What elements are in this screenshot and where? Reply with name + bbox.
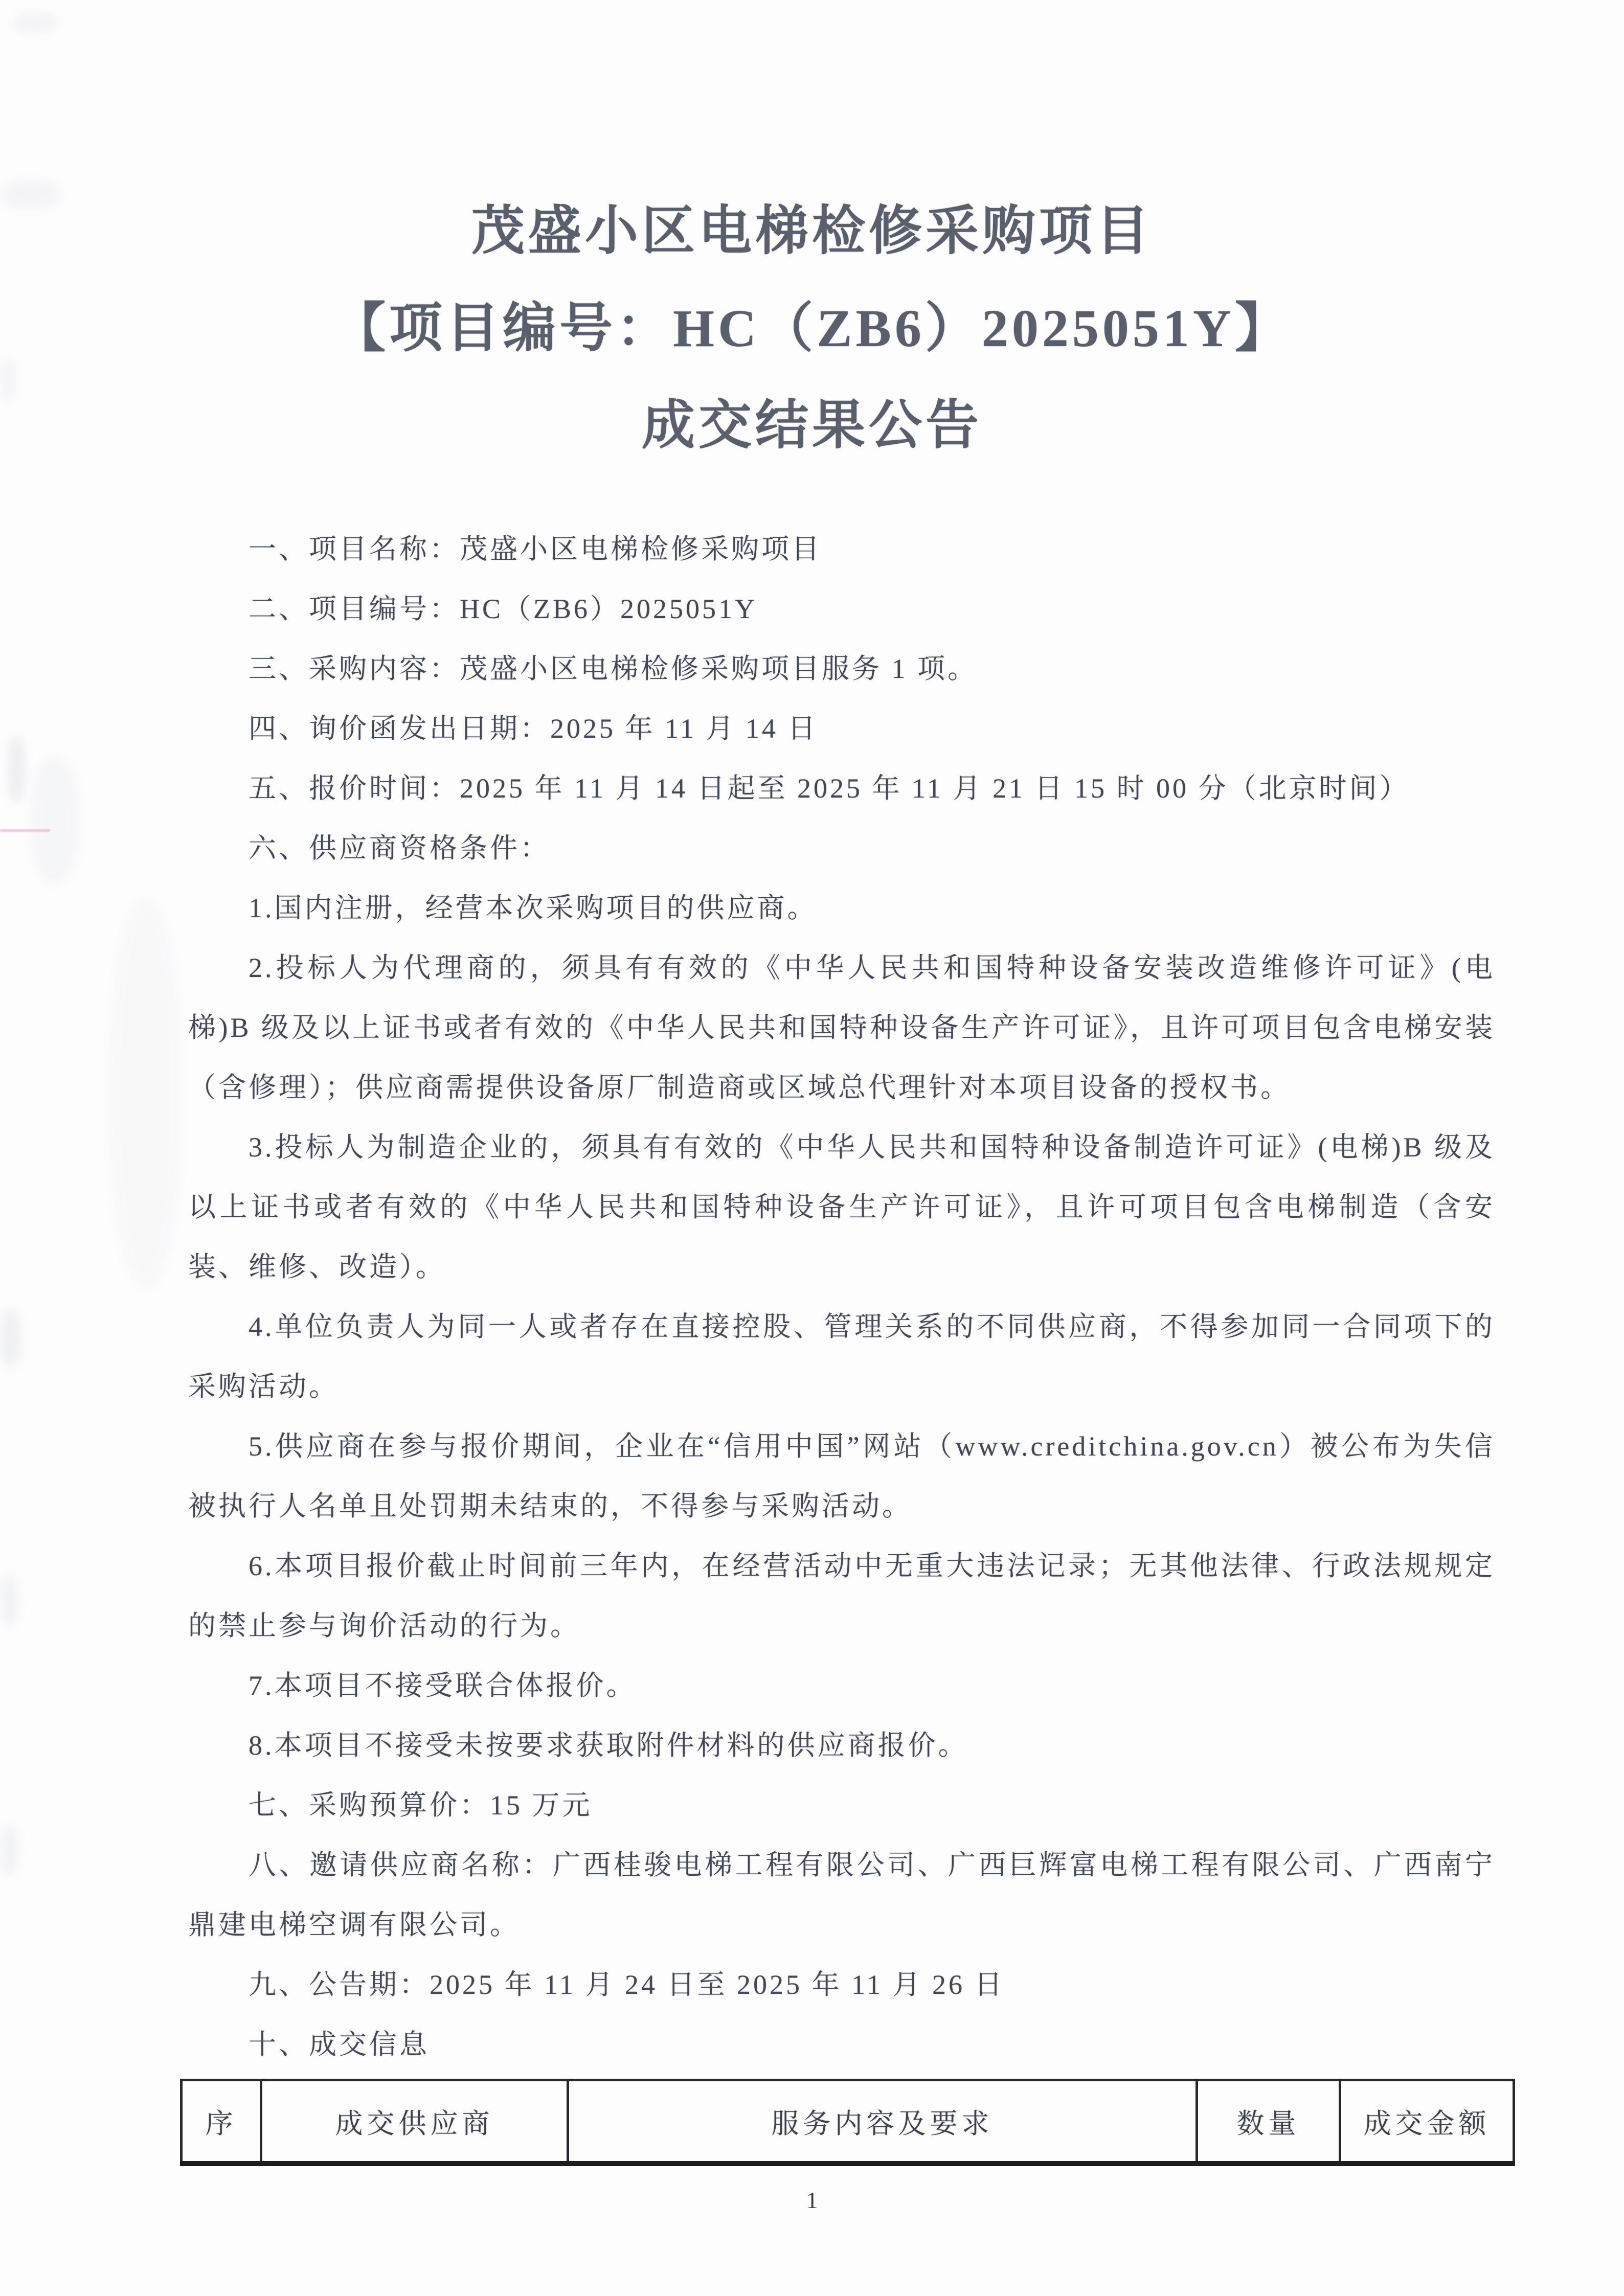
paragraph-procurement-content: 三、采购内容：茂盛小区电梯检修采购项目服务 1 项。 — [249, 653, 978, 684]
page-footer — [0, 2187, 1624, 2214]
scan-smudge — [7, 736, 26, 803]
scan-smudge — [0, 1575, 18, 1626]
paragraph-qualification-7: 7.本项目不接受联合体报价。 — [249, 1670, 637, 1701]
paragraph-supplier-qualifications-heading: 六、供应商资格条件： — [249, 833, 550, 863]
column-header-amount: 成交金额 — [1340, 2080, 1514, 2164]
paragraph-invited-suppliers: 八、邀请供应商名称：广西桂骏电梯工程有限公司、广西巨辉富电梯工程有限公司、广西南宁鼎建电梯空调有限公司。 — [188, 1850, 1495, 1940]
paragraph-qualification-1: 1.国内注册，经营本次采购项目的供应商。 — [249, 893, 818, 923]
paragraph-qualification-4: 4.单位负责人为同一人或者存在直接控股、管理关系的不同供应商，不得参加同一合同项下的采购活动。 — [188, 1311, 1495, 1402]
document-title-line3-announcement: 成交结果公告 — [641, 396, 982, 455]
paragraph-quotation-period: 五、报价时间：2025 年 11 月 14 日起至 2025 年 11 月 21 日 15 时 00 分（北京时间） — [249, 773, 1410, 804]
scan-smudge — [31, 757, 79, 884]
paragraph-budget-price: 七、采购预算价：15 万元 — [249, 1790, 593, 1821]
page-number: 1 — [806, 2187, 818, 2213]
column-header-seq: 序 — [182, 2080, 261, 2164]
paragraph-qualification-8: 8.本项目不接受未按要求获取附件材料的供应商报价。 — [249, 1730, 968, 1761]
paragraph-project-name: 一、项目名称：茂盛小区电梯检修采购项目 — [249, 534, 822, 564]
document-title-line1: 茂盛小区电梯检修采购项目 — [471, 202, 1153, 261]
paragraph-inquiry-date: 四、询价函发出日期：2025 年 11 月 14 日 — [249, 713, 818, 744]
scan-smudge — [0, 1309, 21, 1368]
document-title-line2-project-number: 【项目编号：HC（ZB6）2025051Y】 — [332, 299, 1292, 358]
table-header-row — [182, 2080, 1514, 2164]
column-header-vendor: 成交供应商 — [261, 2080, 568, 2164]
paragraph-announcement-period: 九、公告期：2025 年 11 月 24 日至 2025 年 11 月 26 日 — [249, 1969, 1005, 2000]
column-header-scope: 服务内容及要求 — [568, 2080, 1197, 2164]
paragraph-qualification-2: 2.投标人为代理商的，须具有有效的《中华人民共和国特种设备安装改造维修许可证》(电梯)B 级及以上证书或者有效的《中华人民共和国特种设备生产许可证》，且许可项目包含电梯安装（含修理）；供应商需提供设备原厂制造商或区域总代理针对本项目设备的授权书。 — [188, 952, 1495, 1103]
paragraph-deal-info-heading: 十、成交信息 — [249, 2029, 430, 2060]
paragraph-project-number: 二、项目编号：HC（ZB6）2025051Y — [249, 594, 758, 624]
paragraph-qualification-3: 3.投标人为制造企业的，须具有有效的《中华人民共和国特种设备制造许可证》(电梯)B 级及以上证书或者有效的《中华人民共和国特种设备生产许可证》，且许可项目包含电梯制造（含安装、维修、改造）。 — [188, 1132, 1495, 1282]
deal-info-table — [180, 2079, 1515, 2166]
paragraph-qualification-6: 6.本项目报价截止时间前三年内，在经营活动中无重大违法记录；无其他法律、行政法规规定的禁止参与询价活动的行为。 — [188, 1551, 1495, 1641]
scan-smudge — [0, 1825, 18, 1876]
scan-pink-mark — [0, 829, 50, 832]
column-header-qty: 数量 — [1197, 2080, 1340, 2164]
paragraph-qualification-5: 5.供应商在参与报价期间，企业在“信用中国”网站（www.creditchina.gov.cn）被公布为失信被执行人名单且处罚期未结束的，不得参与采购活动。 — [188, 1431, 1495, 1521]
scan-smudge — [110, 900, 182, 1288]
document-body — [188, 519, 1495, 2075]
document-header — [0, 0, 1624, 474]
